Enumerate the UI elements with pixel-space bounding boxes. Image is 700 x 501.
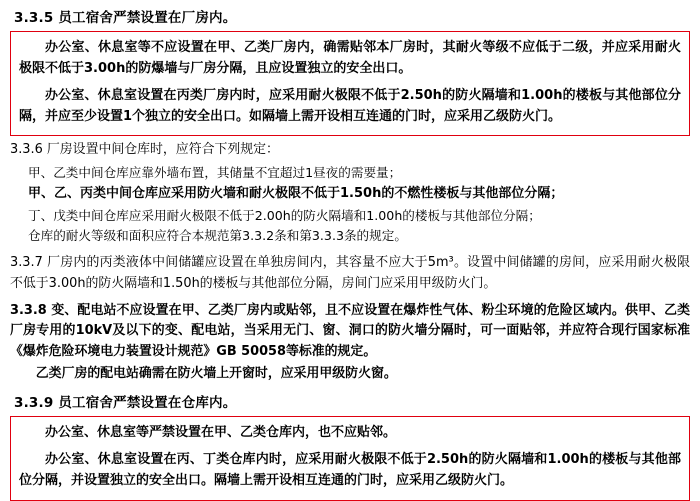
section-spacer [10, 387, 690, 391]
section-spacer [10, 297, 690, 299]
section-spacer [10, 247, 690, 251]
paragraph-3-3-8: 3.3.8 变、配电站不应设置在甲、乙类厂房内或贴邻，且不应设置在爆炸性气体、粉尘环境的危险区域内。供甲、乙类厂房专用的10kV及以下的变、配电站，当采用无门、窗、洞口的防火墙分隔时，可一面贴邻，并应符合现行国家标准《爆炸危险环境电力装置设计规范》GB 50058等标准的规定。 [10, 302, 690, 359]
paragraph-3-3-7: 3.3.7 厂房内的丙类液体中间储罐应设置在单独房间内，其容量不应大于5m³。设置中间储罐的房间，应采用耐火极限不低于3.00h的防火隔墙和1.50h的楼板与其他部位分隔，房间门应采用甲级防火门。 [10, 255, 690, 291]
paragraph-3-3-8-2: 乙类厂房的配电站确需在防火墙上开窗时，应采用甲级防火窗。 [35, 366, 397, 382]
highlight-box-3-3-5 [10, 31, 690, 136]
highlight-box-3-3-9 [10, 416, 690, 500]
list-item-3-3-6-1: 甲、乙类中间仓库应靠外墙布置，其储量不宜超过1昼夜的需要量； [28, 165, 402, 181]
clause-heading-3-3-5: 3.3.5 员工宿舍严禁设置在厂房内。 [14, 10, 237, 26]
list-item-3-3-6-2: 甲、乙、丙类中间仓库应采用防火墙和耐火极限不低于1.50h的不燃性楼板与其他部位分隔； [28, 185, 564, 201]
paragraph-3-3-9-1: 办公室、休息室等严禁设置在甲、乙类仓库内，也不应贴邻。 [45, 425, 397, 441]
list-item-3-3-6-4: 仓库的耐火等级和面积应符合本规范第3.3.2条和第3.3.3条的规定。 [28, 228, 407, 244]
clause-heading-3-3-6: 3.3.6 厂房设置中间仓库时，应符合下列规定： [10, 142, 279, 158]
paragraph-3-3-5-2: 办公室、休息室设置在丙类厂房内时，应采用耐火极限不低于2.50h的防火隔墙和1.00h的楼板与其他部位分隔，并应至少设置1个独立的安全出口。如隔墙上需开设相互连通的门时，应采用乙级防火门。 [19, 88, 681, 125]
clause-heading-3-3-9: 3.3.9 员工宿舍严禁设置在仓库内。 [14, 395, 237, 412]
paragraph-3-3-5-1: 办公室、休息室等不应设置在甲、乙类厂房内，确需贴邻本厂房时，其耐火等级不应低于二级，并应采用耐火极限不低于3.00h的防爆墙与厂房分隔，且应设置独立的安全出口。 [19, 40, 681, 77]
list-item-3-3-6-3: 丁、戊类中间仓库应采用耐火极限不低于2.00h的防火隔墙和1.00h的楼板与其他部位分隔； [28, 207, 541, 223]
paragraph-3-3-9-2: 办公室、休息室设置在丙、丁类仓库内时，应采用耐火极限不低于2.50h的防火隔墙和1.00h的楼板与其他部位分隔，并设置独立的安全出口。隔墙上需开设相互连通的门时，应采用乙级防火门。 [19, 452, 681, 489]
